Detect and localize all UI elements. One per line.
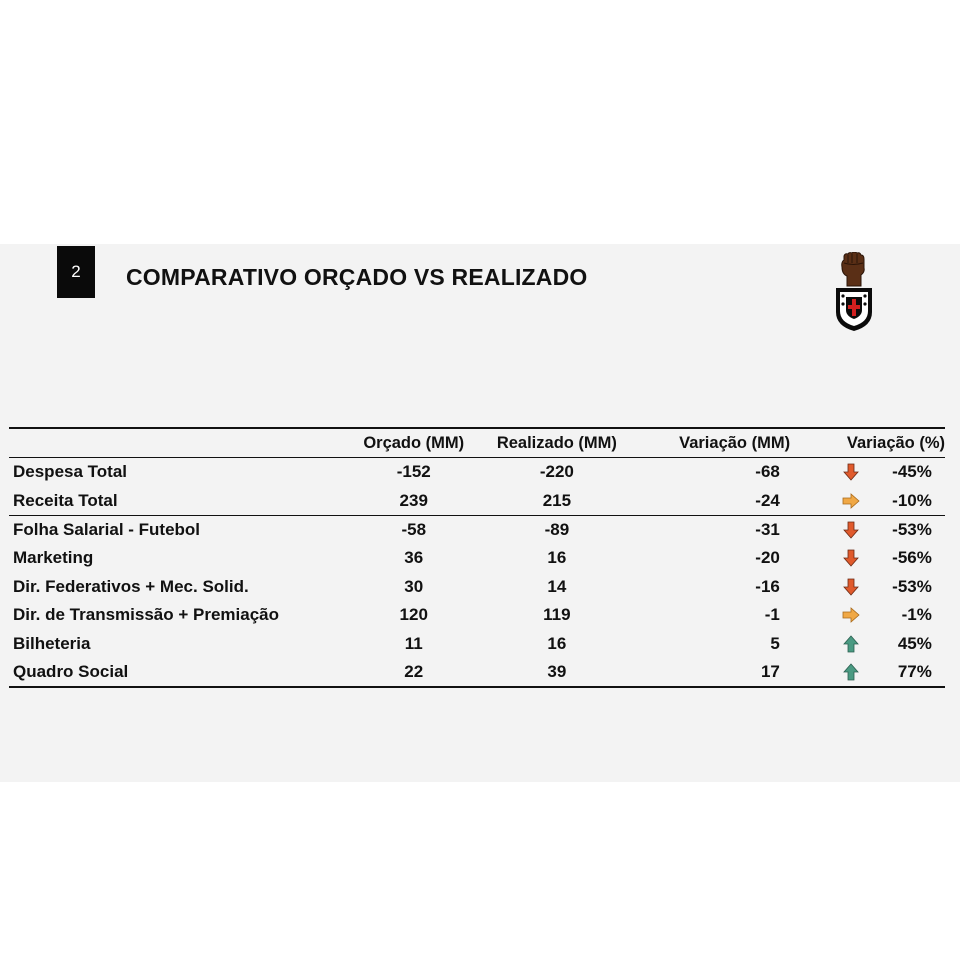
cell-variacao-mm: -1: [764, 605, 780, 625]
cell-orcado: 22: [404, 661, 424, 681]
variacao-pct-value: 77%: [897, 661, 932, 681]
row-label: Despesa Total: [13, 462, 128, 482]
cell-variacao-pct: [837, 486, 945, 515]
slide-number: 2: [57, 246, 95, 298]
variacao-pct-value: -45%: [892, 462, 932, 482]
table-row: [9, 601, 945, 629]
cell-realizado: 39: [547, 661, 567, 681]
cell-variacao-mm: 17: [760, 661, 780, 681]
table-row: [9, 486, 945, 515]
comparison-table: [9, 427, 945, 688]
cell-orcado: 239: [399, 490, 428, 510]
table-header-row: [9, 428, 945, 458]
row-label: Receita Total: [13, 490, 118, 510]
cell-realizado: -220: [539, 462, 574, 482]
table-row: [9, 515, 945, 544]
table-body: [9, 458, 945, 688]
variacao-pct-value: -53%: [892, 519, 932, 539]
row-label: Dir. de Transmissão + Premiação: [13, 605, 279, 625]
row-label: Bilheteria: [13, 633, 91, 653]
cell-realizado: 119: [543, 605, 571, 625]
cell-realizado: 16: [547, 548, 567, 568]
comparison-table-wrapper: [9, 427, 945, 688]
cell-variacao-mm: -24: [755, 490, 780, 510]
variacao-pct-value: -10%: [892, 490, 932, 510]
cell-variacao-pct: [837, 515, 945, 544]
down-arrow-icon: [842, 463, 860, 481]
table-row: [9, 629, 945, 657]
fist-shield-logo-icon: [833, 252, 875, 332]
cell-orcado: -58: [401, 519, 427, 539]
row-label: Folha Salarial - Futebol: [13, 519, 201, 539]
table-row: [9, 658, 945, 687]
slide: [0, 244, 960, 782]
row-label: Marketing: [13, 548, 94, 568]
cell-realizado: 16: [547, 633, 567, 653]
variacao-pct-value: 45%: [897, 633, 932, 653]
cell-variacao-mm: -20: [755, 548, 780, 568]
table-row: [9, 458, 945, 487]
variacao-pct-value: -1%: [901, 605, 932, 625]
header-variacao-pct: Variação (%): [846, 433, 945, 452]
cell-orcado: -152: [396, 462, 431, 482]
row-label: Dir. Federativos + Mec. Solid.: [13, 576, 249, 596]
cell-realizado: 14: [547, 576, 567, 596]
cell-variacao-pct: [837, 629, 945, 657]
cell-variacao-mm: -31: [755, 519, 780, 539]
cell-orcado: 36: [404, 548, 424, 568]
down-arrow-icon: [842, 549, 860, 567]
cell-variacao-pct: [837, 573, 945, 601]
cell-variacao-pct: [837, 544, 945, 572]
cell-variacao-pct: [837, 458, 945, 487]
header-label: [9, 428, 346, 458]
cell-realizado: 215: [542, 490, 572, 510]
cell-variacao-mm: -68: [755, 462, 780, 482]
header-orcado: Orçado (MM): [363, 433, 465, 452]
cell-realizado: -89: [544, 519, 570, 539]
right-arrow-icon: [842, 492, 860, 510]
variacao-pct-value: -56%: [892, 548, 932, 568]
table-row: [9, 573, 945, 601]
right-arrow-icon: [842, 606, 860, 624]
up-arrow-icon: [842, 635, 860, 653]
cell-orcado: 30: [404, 576, 424, 596]
cell-variacao-pct: [837, 658, 945, 687]
cell-variacao-pct: [837, 601, 945, 629]
cell-orcado: 11: [404, 633, 423, 653]
down-arrow-icon: [842, 521, 860, 539]
variacao-pct-value: -53%: [892, 576, 932, 596]
row-label: Quadro Social: [13, 661, 129, 681]
up-arrow-icon: [842, 663, 860, 681]
slide-title: COMPARATIVO ORÇADO VS REALIZADO: [126, 264, 588, 290]
table-row: [9, 544, 945, 572]
header-variacao-mm: Variação (MM): [679, 433, 791, 452]
header-realizado: Realizado (MM): [496, 433, 617, 452]
cell-variacao-mm: -16: [755, 576, 780, 596]
down-arrow-icon: [842, 578, 860, 596]
cell-variacao-mm: 5: [770, 633, 780, 653]
cell-orcado: 120: [399, 605, 428, 625]
